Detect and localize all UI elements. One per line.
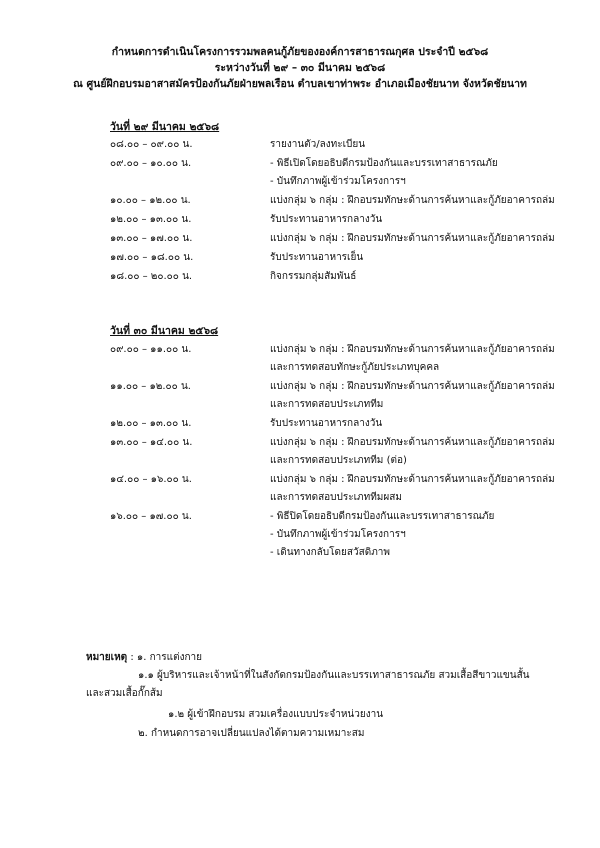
time-slot: ๑๓.๐๐ – ๑๗.๐๐ น. [110, 233, 193, 244]
schedule-row [0, 416, 600, 432]
schedule-row [0, 250, 600, 266]
notes-item-1-2: ๑.๒ ผู้เข้าฝึกอบรม สวมเครื่องแบบประจำหน่วยงาน [168, 709, 384, 720]
time-slot: ๑๗.๐๐ – ๑๘.๐๐ น. [110, 252, 194, 263]
schedule-row-continuation [0, 397, 600, 413]
notes-heading [86, 650, 202, 666]
activity: แบ่งกลุ่ม ๖ กลุ่ม : ฝึกอบรมทักษะด้านการค้นหาและกู้ภัยอาคารถล่ม [270, 381, 555, 392]
time-slot: ๑๖.๐๐ – ๑๗.๐๐ น. [110, 511, 192, 522]
schedule-row [0, 472, 600, 488]
activity: แบ่งกลุ่ม ๖ กลุ่ม : ฝึกอบรมทักษะด้านการค้นหาและกู้ภัยอาคารถล่ม [270, 195, 555, 206]
day2-title: วันที่ ๓๐ มีนาคม ๒๕๖๘ [110, 325, 219, 337]
schedule-row [0, 193, 600, 209]
time-slot: ๑๒.๐๐ – ๑๓.๐๐ น. [110, 214, 192, 225]
notes-item-1: : ๑. การแต่งกาย [130, 652, 203, 663]
activity-continuation: - บันทึกภาพผู้เข้าร่วมโครงการฯ [270, 529, 406, 540]
activity: - พิธีปิดโดยอธิบดีกรมป้องกันและบรรเทาสาธารณภัย [270, 511, 495, 522]
time-slot: ๐๙.๐๐ – ๑๑.๐๐ น. [110, 344, 192, 355]
activity-continuation: และการทดสอบทักษะกู้ภัยประเภทบุคคล [270, 362, 440, 373]
activity: แบ่งกลุ่ม ๖ กลุ่ม : ฝึกอบรมทักษะด้านการค้นหาและกู้ภัยอาคารถล่ม [270, 344, 555, 355]
schedule-row [0, 231, 600, 247]
activity-continuation: - บันทึกภาพผู้เข้าร่วมโครงการฯ [270, 176, 406, 187]
notes-item-1-1-continuation: และสวมเสื้อกั๊กส้ม [86, 688, 163, 699]
header-venue: ณ ศูนย์ฝึกอบรมอาสาสมัครป้องกันภัยฝ่ายพลเรือน ตำบลเขาท่าพระ อำเภอเมืองชัยนาท จังหวัดชัยนาท [73, 78, 527, 90]
activity: รับประทานอาหารกลางวัน [270, 418, 383, 429]
activity: แบ่งกลุ่ม ๖ กลุ่ม : ฝึกอบรมทักษะด้านการค้นหาและกู้ภัยอาคารถล่ม [270, 233, 555, 244]
activity: - พิธีเปิดโดยอธิบดีกรมป้องกันและบรรเทาสาธารณภัย [270, 158, 498, 169]
activity: รับประทานอาหารกลางวัน [270, 214, 383, 225]
document-header [0, 44, 600, 92]
time-slot: ๑๒.๐๐ – ๑๓.๐๐ น. [110, 418, 192, 429]
activity-continuation: และการทดสอบประเภททีม (ต่อ) [270, 455, 407, 466]
notes-label: หมายเหตุ [86, 652, 128, 663]
schedule-row [0, 269, 600, 285]
notes-item-1-1: ๑.๑ ผู้บริหารและเจ้าหน้าที่ในสังกัดกรมป้องกันและบรรเทาสาธารณภัย สวมเสื้อสีขาวแขนสั้น [138, 670, 530, 681]
schedule-row-continuation [0, 545, 600, 561]
time-slot: ๑๘.๐๐ – ๒๐.๐๐ น. [110, 271, 193, 282]
activity: แบ่งกลุ่ม ๖ กลุ่ม : ฝึกอบรมทักษะด้านการค้นหาและกู้ภัยอาคารถล่ม [270, 437, 555, 448]
time-slot: ๐๘.๐๐ – ๐๙.๐๐ น. [110, 139, 193, 150]
schedule-row [0, 509, 600, 525]
activity: แบ่งกลุ่ม ๖ กลุ่ม : ฝึกอบรมทักษะด้านการค้นหาและกู้ภัยอาคารถล่ม [270, 474, 555, 485]
header-title: กำหนดการดำเนินโครงการรวมพลคนกู้ภัยขององค์การสาธารณกุศล ประจำปี ๒๕๖๘ [111, 46, 489, 58]
schedule-row-continuation [0, 360, 600, 376]
time-slot: ๑๔.๐๐ – ๑๖.๐๐ น. [110, 474, 192, 485]
header-date-range: ระหว่างวันที่ ๒๙ – ๓๐ มีนาคม ๒๕๖๘ [214, 62, 386, 74]
schedule-row [0, 156, 600, 172]
schedule-row [0, 137, 600, 153]
schedule-row-continuation [0, 527, 600, 543]
activity-continuation: และการทดสอบประเภททีมผสม [270, 492, 402, 503]
activity: กิจกรรมกลุ่มสัมพันธ์ [270, 271, 357, 282]
day1-title: วันที่ ๒๙ มีนาคม ๒๕๖๘ [110, 121, 220, 133]
schedule-row [0, 435, 600, 451]
notes-item-2: ๒. กำหนดการอาจเปลี่ยนแปลงได้ตามความเหมาะสม [138, 728, 365, 739]
activity-continuation: และการทดสอบประเภททีม [270, 399, 384, 410]
time-slot: ๑๐.๐๐ – ๑๒.๐๐ น. [110, 195, 191, 206]
schedule-row [0, 379, 600, 395]
schedule-row [0, 212, 600, 228]
activity: รับประทานอาหารเย็น [270, 252, 364, 263]
activity: รายงานตัว/ลงทะเบียน [270, 139, 366, 150]
time-slot: ๑๑.๐๐ – ๑๒.๐๐ น. [110, 381, 191, 392]
activity-continuation: - เดินทางกลับโดยสวัสดิภาพ [270, 547, 390, 558]
schedule-row-continuation [0, 174, 600, 190]
schedule-row [0, 342, 600, 358]
time-slot: ๑๓.๐๐ – ๑๔.๐๐ น. [110, 437, 193, 448]
schedule-row-continuation [0, 453, 600, 469]
schedule-row-continuation [0, 490, 600, 506]
time-slot: ๐๙.๐๐ – ๑๐.๐๐ น. [110, 158, 192, 169]
